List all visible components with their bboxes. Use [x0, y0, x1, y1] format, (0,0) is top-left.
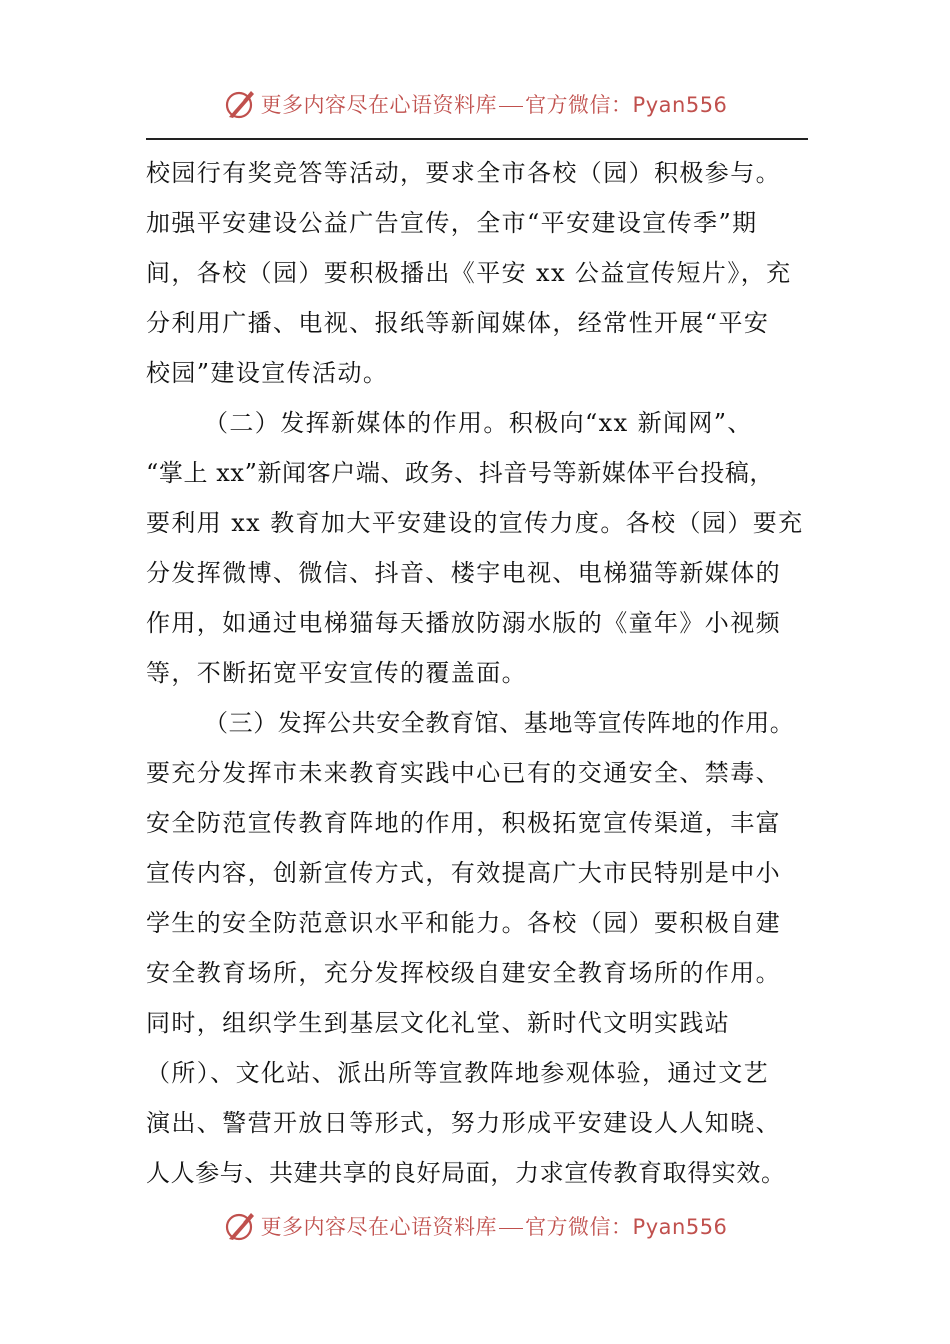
text-line: 分发挥微博、微信、抖音、楼宇电视、电梯猫等新媒体的	[146, 559, 781, 587]
text-line: 宣传内容，创新宣传方式，有效提高广大市民特别是中小	[146, 859, 781, 887]
document-body	[146, 148, 808, 1198]
text-line: 要充分发挥市未来教育实践中心已有的交通安全、禁毒、	[146, 759, 781, 787]
quill-pen-logo-icon	[223, 87, 257, 121]
text-line: 校园”建设宣传活动。	[146, 359, 389, 387]
text-line: 分利用广播、电视、报纸等新闻媒体，经常性开展“平安	[146, 309, 770, 337]
text-line: 学生的安全防范意识水平和能力。各校（园）要积极自建	[146, 909, 781, 937]
text-line: 同时，组织学生到基层文化礼堂、新时代文明实践站	[146, 1009, 731, 1037]
header-divider	[146, 138, 808, 140]
text-line: 人人参与、共建共享的良好局面，力求宣传教育取得实效。	[146, 1159, 786, 1187]
text-line: 安全防范宣传教育阵地的作用，积极拓宽宣传渠道，丰富	[146, 809, 781, 837]
watermark-text: 更多内容尽在心语资料库 官方微信：Pyan556	[260, 93, 728, 117]
text-line: 间，各校（园）要积极播出《平安 xx 公益宣传短片》，充	[146, 259, 792, 287]
text-line: “掌上 xx”新闻客户端、政务、抖音号等新媒体平台投稿，	[146, 459, 775, 487]
page-footer-watermark	[0, 1206, 950, 1246]
page-header-watermark	[0, 84, 950, 124]
quill-pen-logo-icon	[223, 1209, 257, 1243]
text-line: （所）、文化站、派出所等宣教阵地参观体验，通过文艺	[146, 1059, 769, 1087]
watermark	[223, 87, 728, 121]
text-line: 安全教育场所，充分发挥校级自建安全教育场所的作用。	[146, 959, 781, 987]
text-line: 演出、警营开放日等形式，努力形成平安建设人人知晓、	[146, 1109, 781, 1137]
text-line: 等，不断拓宽平安宣传的覆盖面。	[146, 659, 527, 687]
watermark-text: 更多内容尽在心语资料库 官方微信：Pyan556	[260, 1215, 728, 1239]
text-line: 要利用 xx 教育加大平安建设的宣传力度。各校（园）要充	[146, 509, 804, 537]
text-line: 作用，如通过电梯猫每天播放防溺水版的《童年》小视频	[146, 609, 781, 637]
text-line: 校园行有奖竞答等活动，要求全市各校（园）积极参与。	[146, 159, 781, 187]
watermark	[223, 1209, 728, 1243]
section-heading-line: （二）发挥新媒体的作用。积极向“xx 新闻网”、	[204, 409, 753, 437]
text-line: 加强平安建设公益广告宣传，全市“平安建设宣传季”期	[146, 209, 758, 237]
section-heading-line: （三）发挥公共安全教育馆、基地等宣传阵地的作用。	[204, 709, 795, 737]
